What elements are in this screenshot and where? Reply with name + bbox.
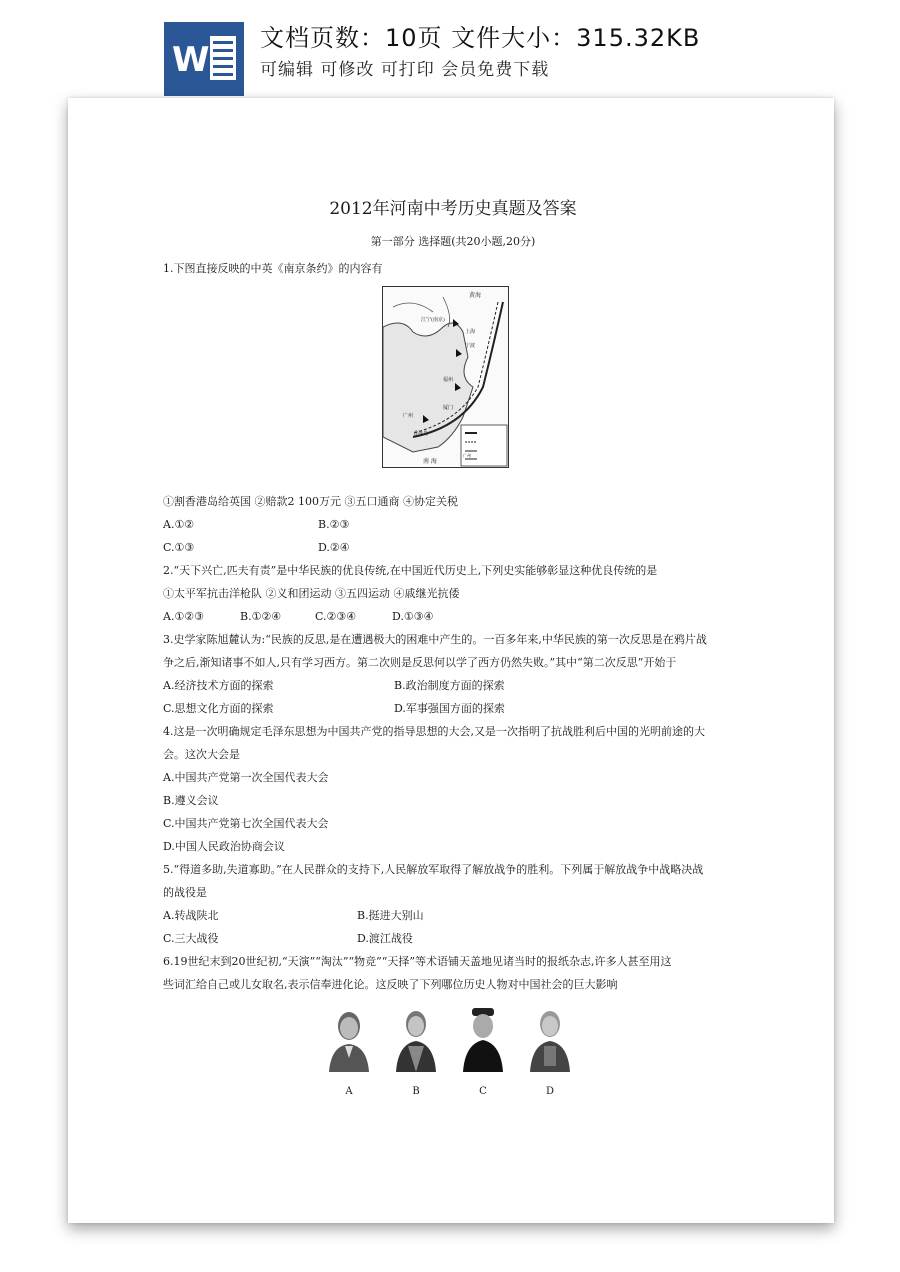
q1-choice-d: D.②④ — [318, 541, 350, 554]
question-3-choices-row-2 — [163, 697, 743, 720]
question-5-stem-line-1: 5.“得道多助,失道寡助。”在人民群众的支持下,人民解放军取得了解放战争的胜利。下列属于解放战争中战略决战 — [163, 863, 704, 876]
question-6-stem-line-1: 6.19世纪末到20世纪初,“天演”“淘汰”“物竞”“天择”等术语铺天盖地见诸当时的报纸杂志,许多人甚至用这 — [163, 955, 672, 968]
question-2-options-list: ①太平军抗击洋枪队 ②义和团运动 ③五四运动 ④戚继光抗倭 — [163, 587, 460, 600]
map-label-shanghai: 上海 — [465, 329, 476, 335]
q1-choice-c: C.①③ — [163, 541, 195, 554]
question-2-stem: 2.“天下兴亡,匹夫有责”是中华民族的优良传统,在中国近代历史上,下列史实能够彰显这种优良传统的是 — [163, 564, 658, 577]
question-1-choices-row-1 — [163, 513, 743, 536]
portrait-d — [528, 1006, 572, 1097]
map-label-guangzhou: 广州 — [403, 413, 414, 419]
question-5-choices-row-2 — [163, 927, 743, 950]
download-banner — [0, 0, 900, 100]
document-page — [68, 98, 834, 1223]
document-info: 文档页数：10页 文件大小：315.32KB — [260, 24, 701, 52]
question-1-stem: 1.下图直接反映的中英《南京条约》的内容有 — [163, 262, 383, 275]
question-5-stem-line-2: 的战役是 — [163, 886, 207, 899]
map-label-fuzhou: 福州 — [443, 377, 454, 383]
q3-choice-a: A.经济技术方面的探索 — [163, 679, 274, 692]
document-features: 可编辑 可修改 可打印 会员免费下载 — [260, 60, 550, 80]
portrait-b-label: B — [412, 1086, 420, 1097]
portrait-d-label: D — [545, 1086, 555, 1097]
portrait-a-image — [327, 1006, 371, 1072]
map-legend-guangzhou: 广州 — [463, 453, 471, 458]
portrait-b-image — [394, 1006, 438, 1072]
q2-choice-d: D.①③④ — [392, 610, 434, 623]
q5-choice-c: C.三大战役 — [163, 932, 219, 945]
q4-choice-a: A.中国共产党第一次全国代表大会 — [163, 771, 329, 784]
question-6-portraits — [163, 1006, 743, 1097]
portrait-c-label: C — [479, 1086, 487, 1097]
portrait-b — [394, 1006, 438, 1097]
map-label-south-sea: 南 海 — [423, 458, 437, 465]
portrait-c — [461, 1006, 505, 1097]
q1-choice-a: A.①② — [163, 518, 195, 531]
q2-choice-c: C.②③④ — [315, 610, 357, 623]
word-document-icon: W — [164, 22, 244, 96]
q4-choice-b: B.遵义会议 — [163, 794, 219, 807]
map-label-ningbo: 宁波 — [465, 343, 476, 349]
section-heading: 第一部分 选择题(共20小题,20分) — [370, 235, 536, 248]
question-3-stem-line-1: 3.史学家陈旭麓认为:“民族的反思,是在遭遇极大的困难中产生的。一百多年来,中华民族的第一次反思是在鸦片战 — [163, 633, 707, 646]
question-6-stem-line-2: 些词汇给自己或儿女取名,表示信奉进化论。这反映了下列哪位历史人物对中国社会的巨大影响 — [163, 978, 618, 991]
question-1-options-list: ①割香港岛给英国 ②赔款2 100万元 ③五口通商 ④协定关税 — [163, 495, 458, 508]
question-5-choices-row-1 — [163, 904, 743, 927]
portrait-a-label: A — [345, 1086, 353, 1097]
q3-choice-b: B.政治制度方面的探索 — [394, 679, 505, 692]
question-4-stem-line-1: 4.这是一次明确规定毛泽东思想为中国共产党的指导思想的大会,又是一次指明了抗战胜利后中国的光明前途的大 — [163, 725, 705, 738]
q2-choice-a: A.①②③ — [163, 610, 205, 623]
q5-choice-b: B.挺进大别山 — [357, 909, 424, 922]
q3-choice-c: C.思想文化方面的探索 — [163, 702, 274, 715]
q5-choice-a: A.转战陕北 — [163, 909, 219, 922]
question-1-choices-row-2 — [163, 536, 743, 559]
question-4-stem-line-2: 会。这次大会是 — [163, 748, 240, 761]
question-3-stem-line-2: 争之后,渐知诸事不如人,只有学习西方。第二次则是反思何以学了西方仍然失败。”其中“第二次反思”开始于 — [163, 656, 677, 669]
map-label-xiamen: 厦门 — [443, 405, 454, 411]
q4-choice-d: D.中国人民政治协商会议 — [163, 840, 285, 853]
q4-choice-c: C.中国共产党第七次全国代表大会 — [163, 817, 329, 830]
question-2-choices — [163, 605, 743, 628]
map-label-hongkong: 香港岛 — [413, 431, 429, 437]
portrait-d-image — [528, 1006, 572, 1072]
question-3-choices-row-1 — [163, 674, 743, 697]
q1-choice-b: B.②③ — [318, 518, 350, 531]
portrait-c-image — [461, 1006, 505, 1072]
portrait-a — [327, 1006, 371, 1097]
document-title: 2012年河南中考历史真题及答案 — [329, 199, 577, 219]
q5-choice-d: D.渡江战役 — [357, 932, 413, 945]
page-content — [163, 194, 743, 1097]
map-label-yellow-sea: 黄海 — [469, 292, 482, 299]
q2-choice-b: B.①②④ — [240, 610, 282, 623]
q3-choice-d: D.军事强国方面的探索 — [394, 702, 505, 715]
nanjing-treaty-map — [382, 286, 509, 468]
map-label-nanjing: 江宁(南京) — [421, 317, 445, 323]
